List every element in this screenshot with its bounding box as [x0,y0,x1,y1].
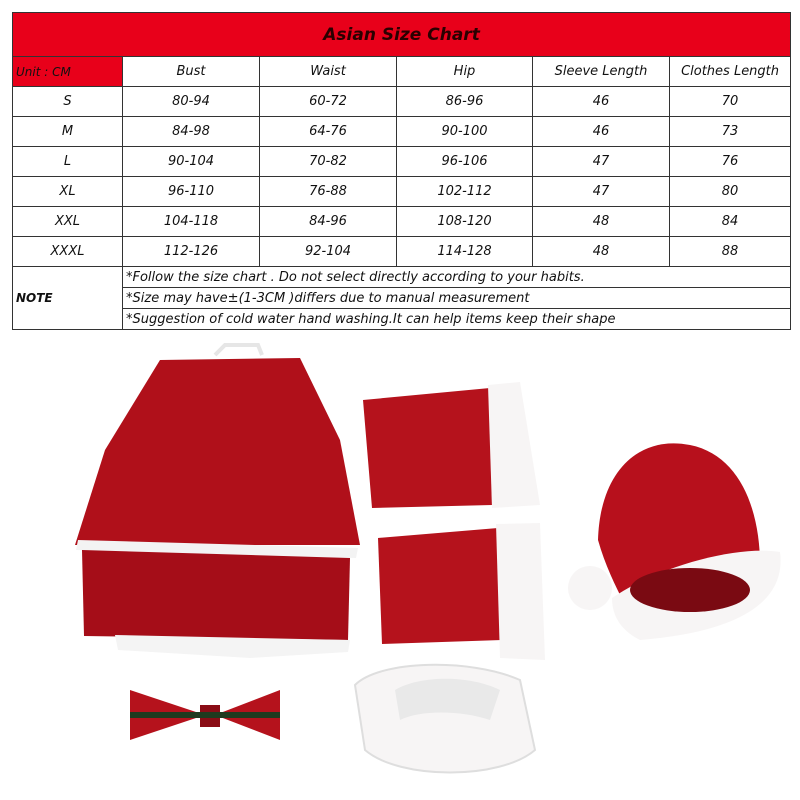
table-cell: 108-120 [397,207,533,237]
size-cell: S [13,87,123,117]
table-cell: 102-112 [397,177,533,207]
table-cell: 64-76 [260,117,397,147]
table-cell: 104-118 [123,207,260,237]
note-line: *Size may have±(1-3CM )differs due to manual measurement [123,288,791,309]
table-cell: 84 [670,207,791,237]
note-line: *Follow the size chart . Do not select directly according to your habits. [123,267,791,288]
note-label: NOTE [13,267,123,330]
header-hip: Hip [397,57,533,87]
size-cell: XL [13,177,123,207]
santa-hat-image [568,443,781,640]
note-line: *Suggestion of cold water hand washing.It can help items keep their shape [123,309,791,330]
table-cell: 92-104 [260,237,397,267]
table-cell: 76-88 [260,177,397,207]
size-chart-table [12,12,791,330]
table-cell: 70-82 [260,147,397,177]
dress-image [75,345,360,658]
table-cell: 48 [533,207,670,237]
table-cell: 96-106 [397,147,533,177]
table-row [13,147,791,177]
table-cell: 80-94 [123,87,260,117]
table-cell: 47 [533,147,670,177]
table-cell: 80 [670,177,791,207]
chart-title: Asian Size Chart [13,13,791,57]
table-cell: 46 [533,87,670,117]
cuff-top-image [363,382,540,508]
table-cell: 46 [533,117,670,147]
table-cell: 96-110 [123,177,260,207]
size-cell: XXXL [13,237,123,267]
size-cell: L [13,147,123,177]
cuff-bottom-image [378,523,545,660]
table-cell: 88 [670,237,791,267]
table-row [13,117,791,147]
table-row [13,87,791,117]
table-cell: 84-96 [260,207,397,237]
table-cell: 73 [670,117,791,147]
product-photo [0,340,800,800]
table-cell: 114-128 [397,237,533,267]
table-cell: 76 [670,147,791,177]
size-cell: XXL [13,207,123,237]
bow-image [130,690,280,740]
header-waist: Waist [260,57,397,87]
header-clothes-length: Clothes Length [670,57,791,87]
size-cell: M [13,117,123,147]
collar-image [355,665,535,773]
unit-label: Unit : CM [13,57,123,87]
header-bust: Bust [123,57,260,87]
table-cell: 70 [670,87,791,117]
table-row [13,177,791,207]
table-cell: 60-72 [260,87,397,117]
table-cell: 84-98 [123,117,260,147]
table-row [13,207,791,237]
table-cell: 112-126 [123,237,260,267]
header-sleeve-length: Sleeve Length [533,57,670,87]
table-cell: 47 [533,177,670,207]
table-cell: 90-104 [123,147,260,177]
table-cell: 48 [533,237,670,267]
table-row [13,237,791,267]
table-cell: 90-100 [397,117,533,147]
table-cell: 86-96 [397,87,533,117]
